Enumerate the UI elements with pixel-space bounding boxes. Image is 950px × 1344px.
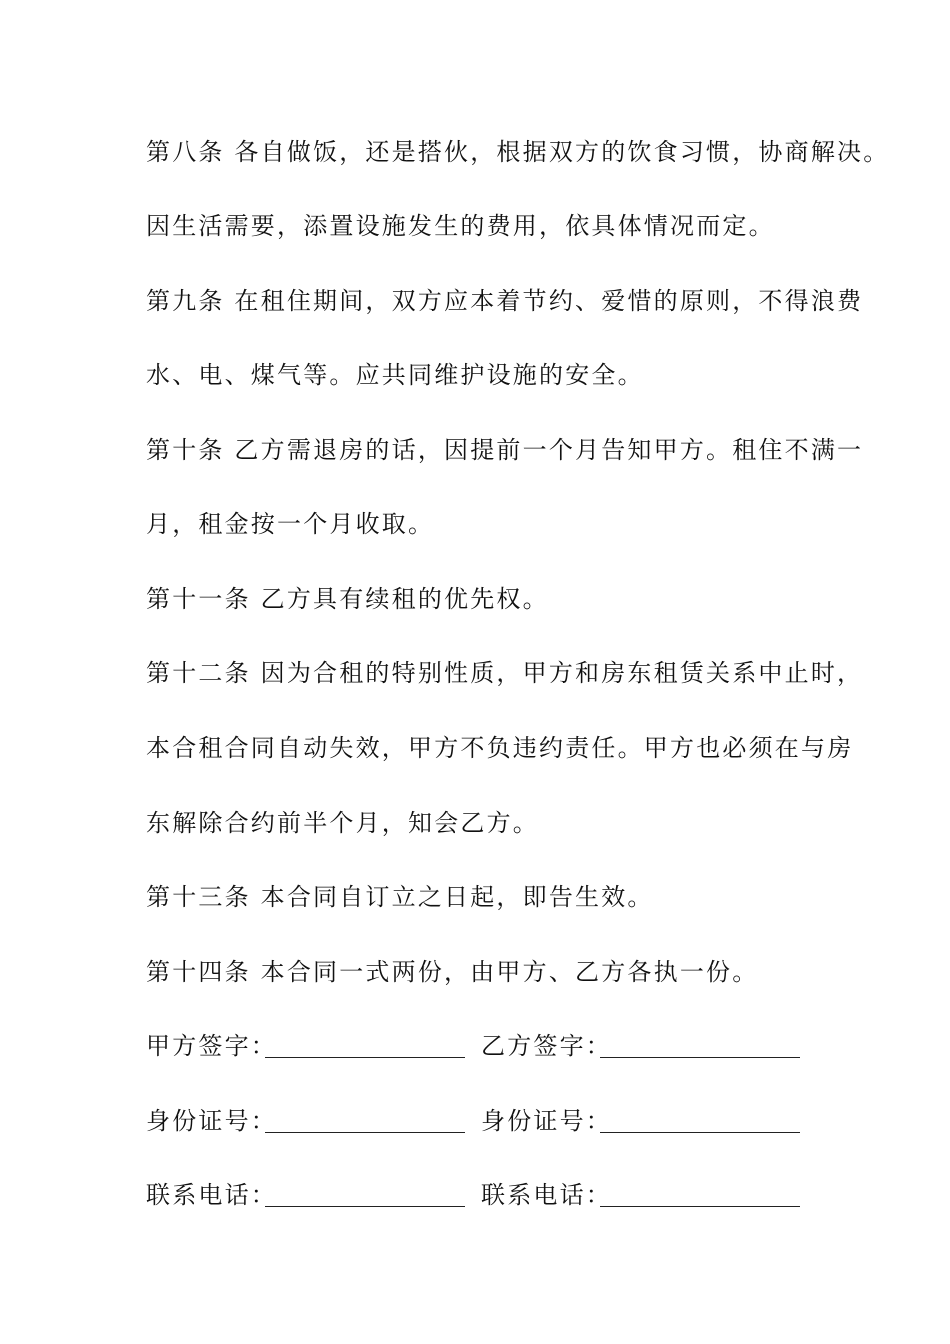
paragraph-line: 水、电、煤气等。应共同维护设施的安全。 <box>146 361 644 389</box>
party-b-phone-blank[interactable] <box>600 1206 800 1207</box>
party-a-signature-label: 甲方签字： <box>146 1032 277 1060</box>
paragraph-line: 第十条 乙方需退房的话，因提前一个月告知甲方。租住不满一 <box>146 436 864 464</box>
paragraph-line: 第十二条 因为合租的特别性质，甲方和房东租赁关系中止时， <box>146 659 864 687</box>
paragraph-line: 第十三条 本合同自订立之日起，即告生效。 <box>146 883 654 911</box>
paragraph-line: 月，租金按一个月收取。 <box>146 510 435 538</box>
party-b-phone-label: 联系电话： <box>481 1181 612 1209</box>
party-a-signature-blank[interactable] <box>265 1057 465 1058</box>
paragraph-line: 第八条 各自做饭，还是搭伙，根据双方的饮食习惯，协商解决。 <box>146 138 890 166</box>
paragraph-line: 本合租合同自动失效，甲方不负违约责任。甲方也必须在与房 <box>146 734 854 762</box>
paragraph-line: 东解除合约前半个月，知会乙方。 <box>146 809 539 837</box>
party-a-id-label: 身份证号： <box>146 1107 277 1135</box>
party-a-id-blank[interactable] <box>265 1132 465 1133</box>
party-a-phone-label: 联系电话： <box>146 1181 277 1209</box>
paragraph-line: 第十一条 乙方具有续租的优先权。 <box>146 585 549 613</box>
paragraph-line: 第九条 在租住期间，双方应本着节约、爱惜的原则，不得浪费 <box>146 287 864 315</box>
party-b-id-blank[interactable] <box>600 1132 800 1133</box>
party-a-phone-blank[interactable] <box>265 1206 465 1207</box>
party-b-signature-blank[interactable] <box>600 1057 800 1058</box>
party-b-id-label: 身份证号： <box>481 1107 612 1135</box>
paragraph-line: 因生活需要，添置设施发生的费用，依具体情况而定。 <box>146 212 775 240</box>
paragraph-line: 第十四条 本合同一式两份，由甲方、乙方各执一份。 <box>146 958 759 986</box>
party-b-signature-label: 乙方签字： <box>481 1032 612 1060</box>
